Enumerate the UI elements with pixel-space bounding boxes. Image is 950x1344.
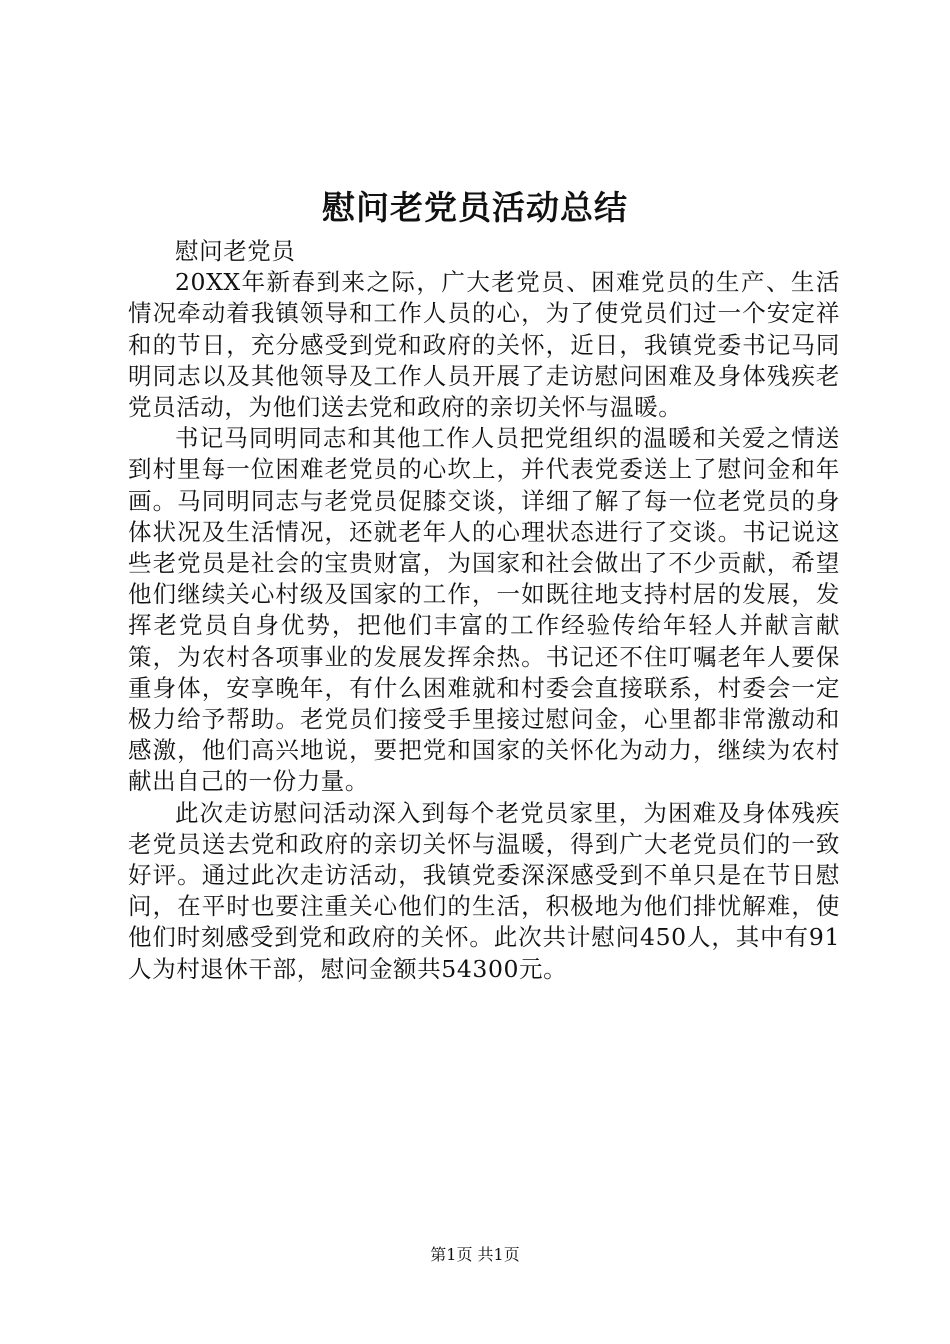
document-title: 慰问老党员活动总结: [322, 188, 628, 227]
page-footer: 第1页 共1页: [430, 1245, 520, 1264]
paragraph-1: 20XX年新春到来之际，广大老党员、困难党员的生产、生活情况牵动着我镇领导和工作人员的心，为了使党员们过一个安定祥和的节日，充分感受到党和政府的关怀，近日，我镇党委书记马同明同志以及其他领导及工作人员开展了走访慰问困难及身体残疾老党员活动，为他们送去党和政府的亲切关怀与温暖。: [128, 268, 840, 422]
document-subtitle: 慰问老党员: [175, 237, 296, 265]
document-body: [128, 236, 840, 985]
paragraph-3: 此次走访慰问活动深入到每个老党员家里，为困难及身体残疾老党员送去党和政府的亲切关怀与温暖，得到广大老党员们的一致好评。通过此次走访活动，我镇党委深深感受到不单只是在节日慰问，在平时也要注重关心他们的生活，积极地为他们排忧解难，使他们时刻感受到党和政府的关怀。此次共计慰问450人，其中有91人为村退休干部，慰问金额共54300元。: [128, 798, 840, 983]
paragraph-2: 书记马同明同志和其他工作人员把党组织的温暖和关爱之情送到村里每一位困难老党员的心坎上，并代表党委送上了慰问金和年画。马同明同志与老党员促膝交谈，详细了解了每一位老党员的身体状况及生活情况，还就老年人的心理状态进行了交谈。书记说这些老党员是社会的宝贵财富，为国家和社会做出了不少贡献，希望他们继续关心村级及国家的工作，一如既往地支持村居的发展，发挥老党员自身优势，把他们丰富的工作经验传给年轻人并献言献策，为农村各项事业的发展发挥余热。书记还不住叮嘱老年人要保重身体，安享晚年，有什么困难就和村委会直接联系，村委会一定极力给予帮助。老党员们接受手里接过慰问金，心里都非常激动和感激，他们高兴地说，要把党和国家的关怀化为动力，继续为农村献出自己的一份力量。: [128, 424, 840, 796]
